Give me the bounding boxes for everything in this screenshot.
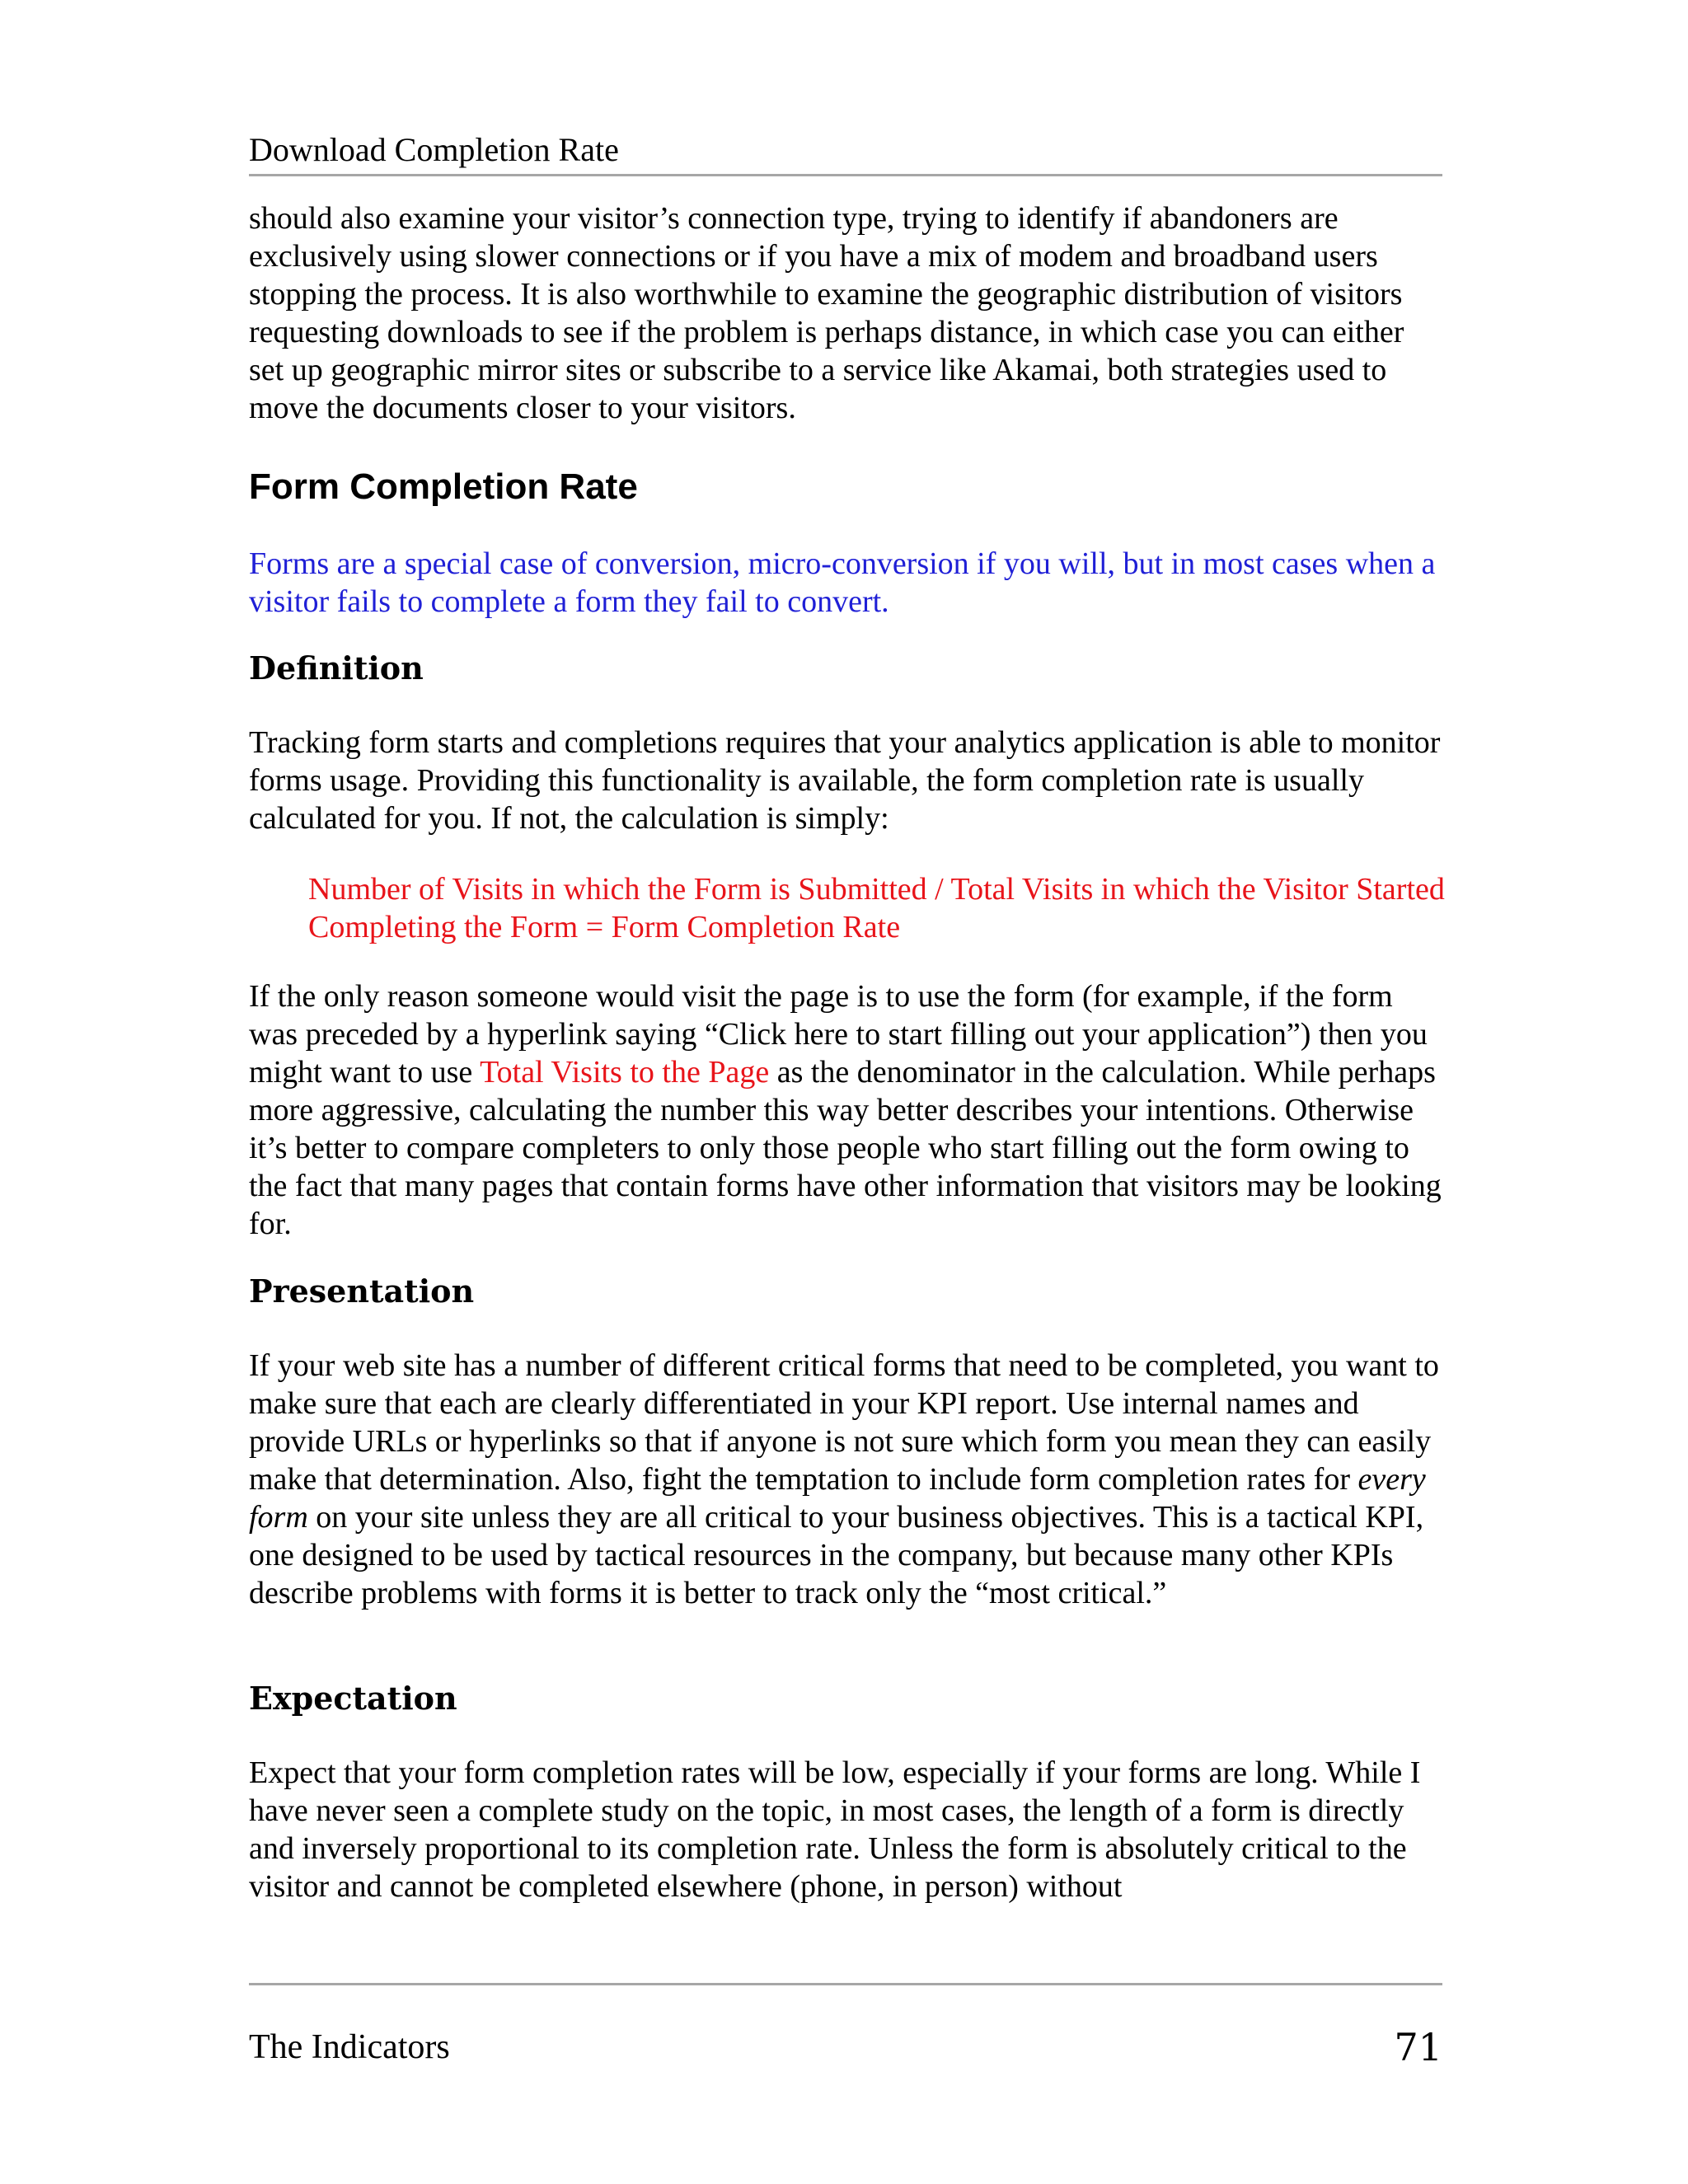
- intro-paragraph: should also examine your visitor’s connection type, trying to identify if abandoners are exclusively using slower connections or if you have a mix of modem and broadband users stopping the process. It is also worthwhile to examine the geographic distribution of visitors requesting downloads to see if the problem is perhaps distance, in which case you can either set up geographic mirror sites or subscribe to a service like Akamai, both strategies used to move the documents closer to your visitors.: [249, 201, 1404, 425]
- presentation-paragraph-after: on your site unless they are all critical to your business objectives. This is a tactical KPI, one designed to be used by tactical resources in the company, but because many other KPIs describe problems with forms it is better to track only the “most critical.”: [249, 1500, 1424, 1610]
- expectation-paragraph: Expect that your form completion rates will be low, especially if your forms are long. While I have never seen a complete study on the topic, in most cases, the length of a form is directly and inversely proportional to its completion rate. Unless the form is absolutely critical to the visitor and cannot be completed elsewhere (phone, in person) without: [249, 1755, 1421, 1904]
- denominator-highlight: Total Visits to the Page: [480, 1055, 770, 1090]
- page-number: 71: [1394, 2025, 1442, 2069]
- footer-section-name: The Indicators: [249, 2028, 450, 2066]
- presentation-emphasis: every form: [249, 1462, 1426, 1535]
- expectation-heading: Expectation: [249, 1680, 457, 1717]
- definition-paragraph-2-before: If the only reason someone would visit the page is to use the form (for example, if the form was preceded by a hyperlink saying “Click here to start filling out your application”) then you might want to use: [249, 979, 1428, 1090]
- definition-paragraph-2: [249, 977, 1442, 1243]
- running-header: Download Completion Rate: [249, 129, 1442, 176]
- presentation-paragraph: [249, 1347, 1442, 1612]
- definition-paragraph-1: Tracking form starts and completions requires that your analytics application is able to monitor forms usage. Providing this functionality is available, the form completion rate is usually calculated for you. If not, the calculation is simply:: [249, 725, 1441, 836]
- definition-paragraph-2-after: as the denominator in the calculation. While perhaps more aggressive, calculating the number this way better describes your intentions. Otherwise it’s better to compare completers to only those people who start filling out the form owing to the fact that many pages that contain forms have other information that visitors may be looking for.: [249, 1055, 1442, 1241]
- formula-text: Number of Visits in which the Form is Submitted / Total Visits in which the Visitor Started Completing the Form = Form Completion Rate: [308, 872, 1445, 944]
- definition-heading: Definition: [249, 649, 424, 687]
- section-summary: Forms are a special case of conversion, micro-conversion if you will, but in most cases when a visitor fails to complete a form they fail to convert.: [249, 546, 1436, 619]
- footer-divider: [249, 1983, 1442, 1985]
- section-title: Form Completion Rate: [249, 466, 638, 507]
- presentation-paragraph-before: If your web site has a number of different critical forms that need to be completed, you want to make sure that each are clearly differentiated in your KPI report. Use internal names and provide URLs or hyperlinks so that if anyone is not sure which form you mean they can easily make that determination. Also, fight the temptation to include form completion rates for: [249, 1348, 1439, 1497]
- presentation-heading: Presentation: [249, 1272, 475, 1310]
